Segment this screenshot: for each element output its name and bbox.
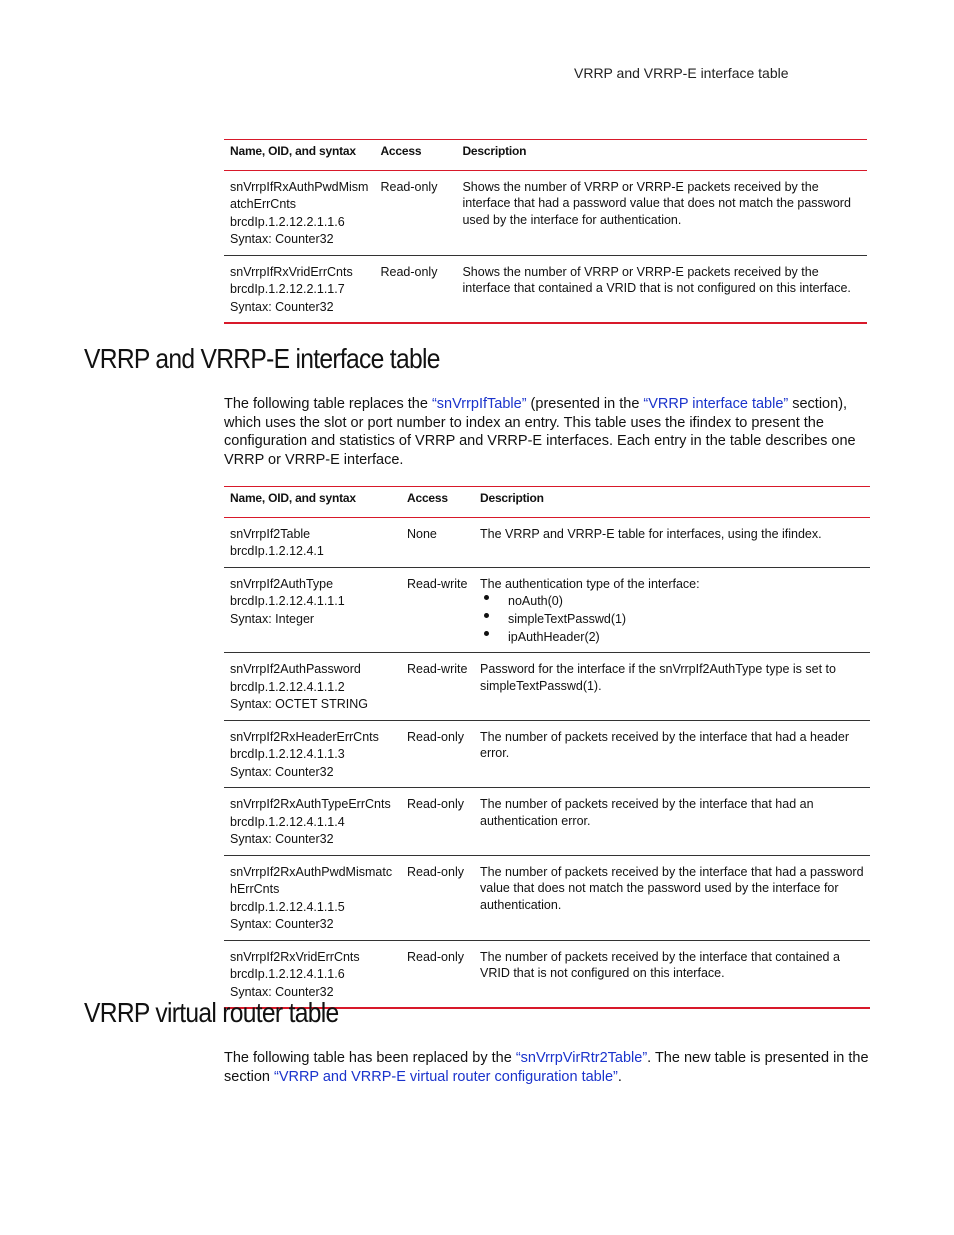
description-cell: [474, 855, 870, 940]
description-cell: [474, 653, 870, 721]
access-cell: Read-only: [374, 170, 456, 255]
access-cell: Read-only: [401, 720, 474, 788]
description-cell: [456, 255, 867, 323]
column-header-description: Description: [474, 487, 870, 518]
column-header-access: Access: [374, 140, 456, 171]
table-header-row: [224, 140, 867, 171]
oid-name-line: Syntax: Counter32: [230, 232, 334, 246]
para-text: section), which uses the slot or port number to index an entry. This table uses the ifindex to present the configuration and statistics of VRRP and VRRP-E interfaces. Each entry in the table describes one VRRP or VRRP-E interface.: [224, 396, 856, 469]
para-text: .: [617, 1068, 622, 1085]
oid-name-line: brcdIp.1.2.12.4.1.1.2: [230, 679, 345, 694]
oid-name-line: brcdIp.1.2.12.4.1: [230, 544, 324, 558]
para-text: (presented in the: [526, 396, 644, 412]
oid-name-line: brcdIp.1.2.12.4.1.1.1: [230, 594, 345, 608]
access-cell: Read-only: [401, 855, 474, 940]
access-cell: Read-write: [401, 567, 474, 653]
xref-link-vrrp-interface-table[interactable]: “VRRP interface table”: [643, 396, 789, 412]
description-cell: [474, 517, 870, 567]
oid-name-line: atchErrCnts: [230, 197, 296, 211]
column-header-description: Description: [456, 140, 867, 171]
description-cell: [474, 720, 870, 788]
table-row: [224, 720, 870, 788]
oid-name-cell: [224, 855, 401, 940]
oid-name-line: snVrrpIfRxAuthPwdMism: [230, 179, 369, 194]
column-header-name: Name, OID, and syntax: [224, 487, 401, 518]
description-text: The number of packets received by the interface that had a password value that does not match the password used by the interface for authentication.: [480, 864, 864, 912]
xref-link-virtual-router-config-table[interactable]: “VRRP and VRRP-E virtual router configuration table”: [273, 1068, 618, 1085]
column-header-name: Name, OID, and syntax: [224, 140, 374, 171]
description-cell: [474, 940, 870, 1008]
oid-name-cell: [224, 517, 401, 567]
description-text: The number of packets received by the interface that had an authentication error.: [480, 797, 814, 828]
oid-name-line: brcdIp.1.2.12.2.1.1.7: [230, 282, 345, 296]
table-row: [224, 255, 867, 323]
table-header-row: [224, 487, 870, 518]
oid-name-cell: [224, 788, 401, 856]
oid-name-cell: [224, 720, 401, 788]
description-text: The number of packets received by the interface that contained a VRID that is not configured on this interface.: [480, 949, 840, 980]
description-text: The authentication type of the interface:: [480, 576, 700, 591]
oid-name-line: brcdIp.1.2.12.4.1.1.3: [230, 747, 345, 761]
xref-link-snvrrpiftable[interactable]: “snVrrpIfTable”: [431, 396, 527, 412]
description-text: Password for the interface if the snVrrpIf2AuthType type is set to simpleTextPasswd(1).: [480, 662, 836, 693]
bullet-item: noAuth(0): [480, 592, 864, 610]
table-row: [224, 567, 870, 653]
oid-name-line: snVrrpIf2RxHeaderErrCnts: [230, 729, 379, 744]
oid-name-line: Syntax: Integer: [230, 611, 315, 626]
oid-name-line: brcdIp.1.2.12.2.1.1.6: [230, 214, 345, 229]
oid-table-1: [224, 139, 867, 324]
oid-name-line: snVrrpIf2RxAuthTypeErrCnts: [230, 797, 391, 811]
oid-name-line: hErrCnts: [230, 882, 280, 896]
oid-name-line: Syntax: Counter32: [230, 917, 334, 931]
description-cell: [474, 567, 870, 653]
description-text: The number of packets received by the interface that had a header error.: [480, 729, 849, 760]
description-text: Shows the number of VRRP or VRRP-E packets received by the interface that had a password value that does not match the password used by the interface for authentication.: [462, 179, 851, 227]
access-cell: Read-write: [401, 653, 474, 721]
para-text: The following table has been replaced by the: [224, 1050, 516, 1066]
oid-name-line: brcdIp.1.2.12.4.1.1.4: [230, 814, 345, 829]
oid-name-line: snVrrpIf2RxVridErrCnts: [230, 949, 360, 964]
oid-name-line: Syntax: Counter32: [230, 299, 334, 314]
bullet-item: ipAuthHeader(2): [480, 628, 864, 646]
access-cell: None: [401, 517, 474, 567]
oid-name-line: snVrrpIf2Table: [230, 526, 311, 541]
oid-name-line: snVrrpIf2AuthType: [230, 576, 334, 591]
oid-name-line: snVrrpIf2AuthPassword: [230, 662, 361, 676]
table-row: [224, 517, 870, 567]
table-row: [224, 653, 870, 721]
section-intro-paragraph: [224, 395, 869, 470]
column-header-access: Access: [401, 487, 474, 518]
xref-link-snvrrpvirrtr2table[interactable]: “snVrrpVirRtr2Table”: [515, 1050, 648, 1066]
oid-name-line: snVrrpIfRxVridErrCnts: [230, 264, 353, 279]
description-cell: [474, 788, 870, 856]
oid-name-line: Syntax: Counter32: [230, 764, 334, 779]
oid-name-cell: [224, 653, 401, 721]
oid-name-line: brcdIp.1.2.12.4.1.1.5: [230, 899, 345, 914]
para-text: The following table replaces the: [224, 396, 432, 412]
section-title-interface-table: VRRP and VRRP-E interface table: [84, 343, 440, 374]
oid-name-cell: [224, 567, 401, 653]
oid-name-line: Syntax: OCTET STRING: [230, 697, 368, 711]
section-title-virtual-router-table: VRRP virtual router table: [84, 997, 339, 1028]
table-row: [224, 170, 867, 255]
oid-name-cell: [224, 255, 374, 323]
description-text: The VRRP and VRRP-E table for interfaces, using the ifindex.: [480, 526, 822, 541]
oid-name-line: snVrrpIf2RxAuthPwdMismatc: [230, 864, 393, 879]
bullet-list: [480, 592, 864, 646]
oid-name-cell: [224, 170, 374, 255]
table-row: [224, 788, 870, 856]
table-row: [224, 855, 870, 940]
oid-table-2: [224, 486, 870, 1009]
oid-name-line: Syntax: Counter32: [230, 832, 334, 846]
description-cell: [456, 170, 867, 255]
access-cell: Read-only: [401, 788, 474, 856]
oid-name-line: brcdIp.1.2.12.4.1.1.6: [230, 967, 345, 981]
para-text: . The new table is presented in the section: [224, 1050, 869, 1085]
oid-name-line: Syntax: Counter32: [230, 984, 334, 999]
access-cell: Read-only: [401, 940, 474, 1008]
bullet-item: simpleTextPasswd(1): [480, 610, 864, 628]
description-text: Shows the number of VRRP or VRRP-E packets received by the interface that contained a VRID that is not configured on this interface.: [462, 264, 851, 295]
section-intro-paragraph: [224, 1049, 869, 1086]
access-cell: Read-only: [374, 255, 456, 323]
running-header: VRRP and VRRP-E interface table: [574, 65, 789, 81]
